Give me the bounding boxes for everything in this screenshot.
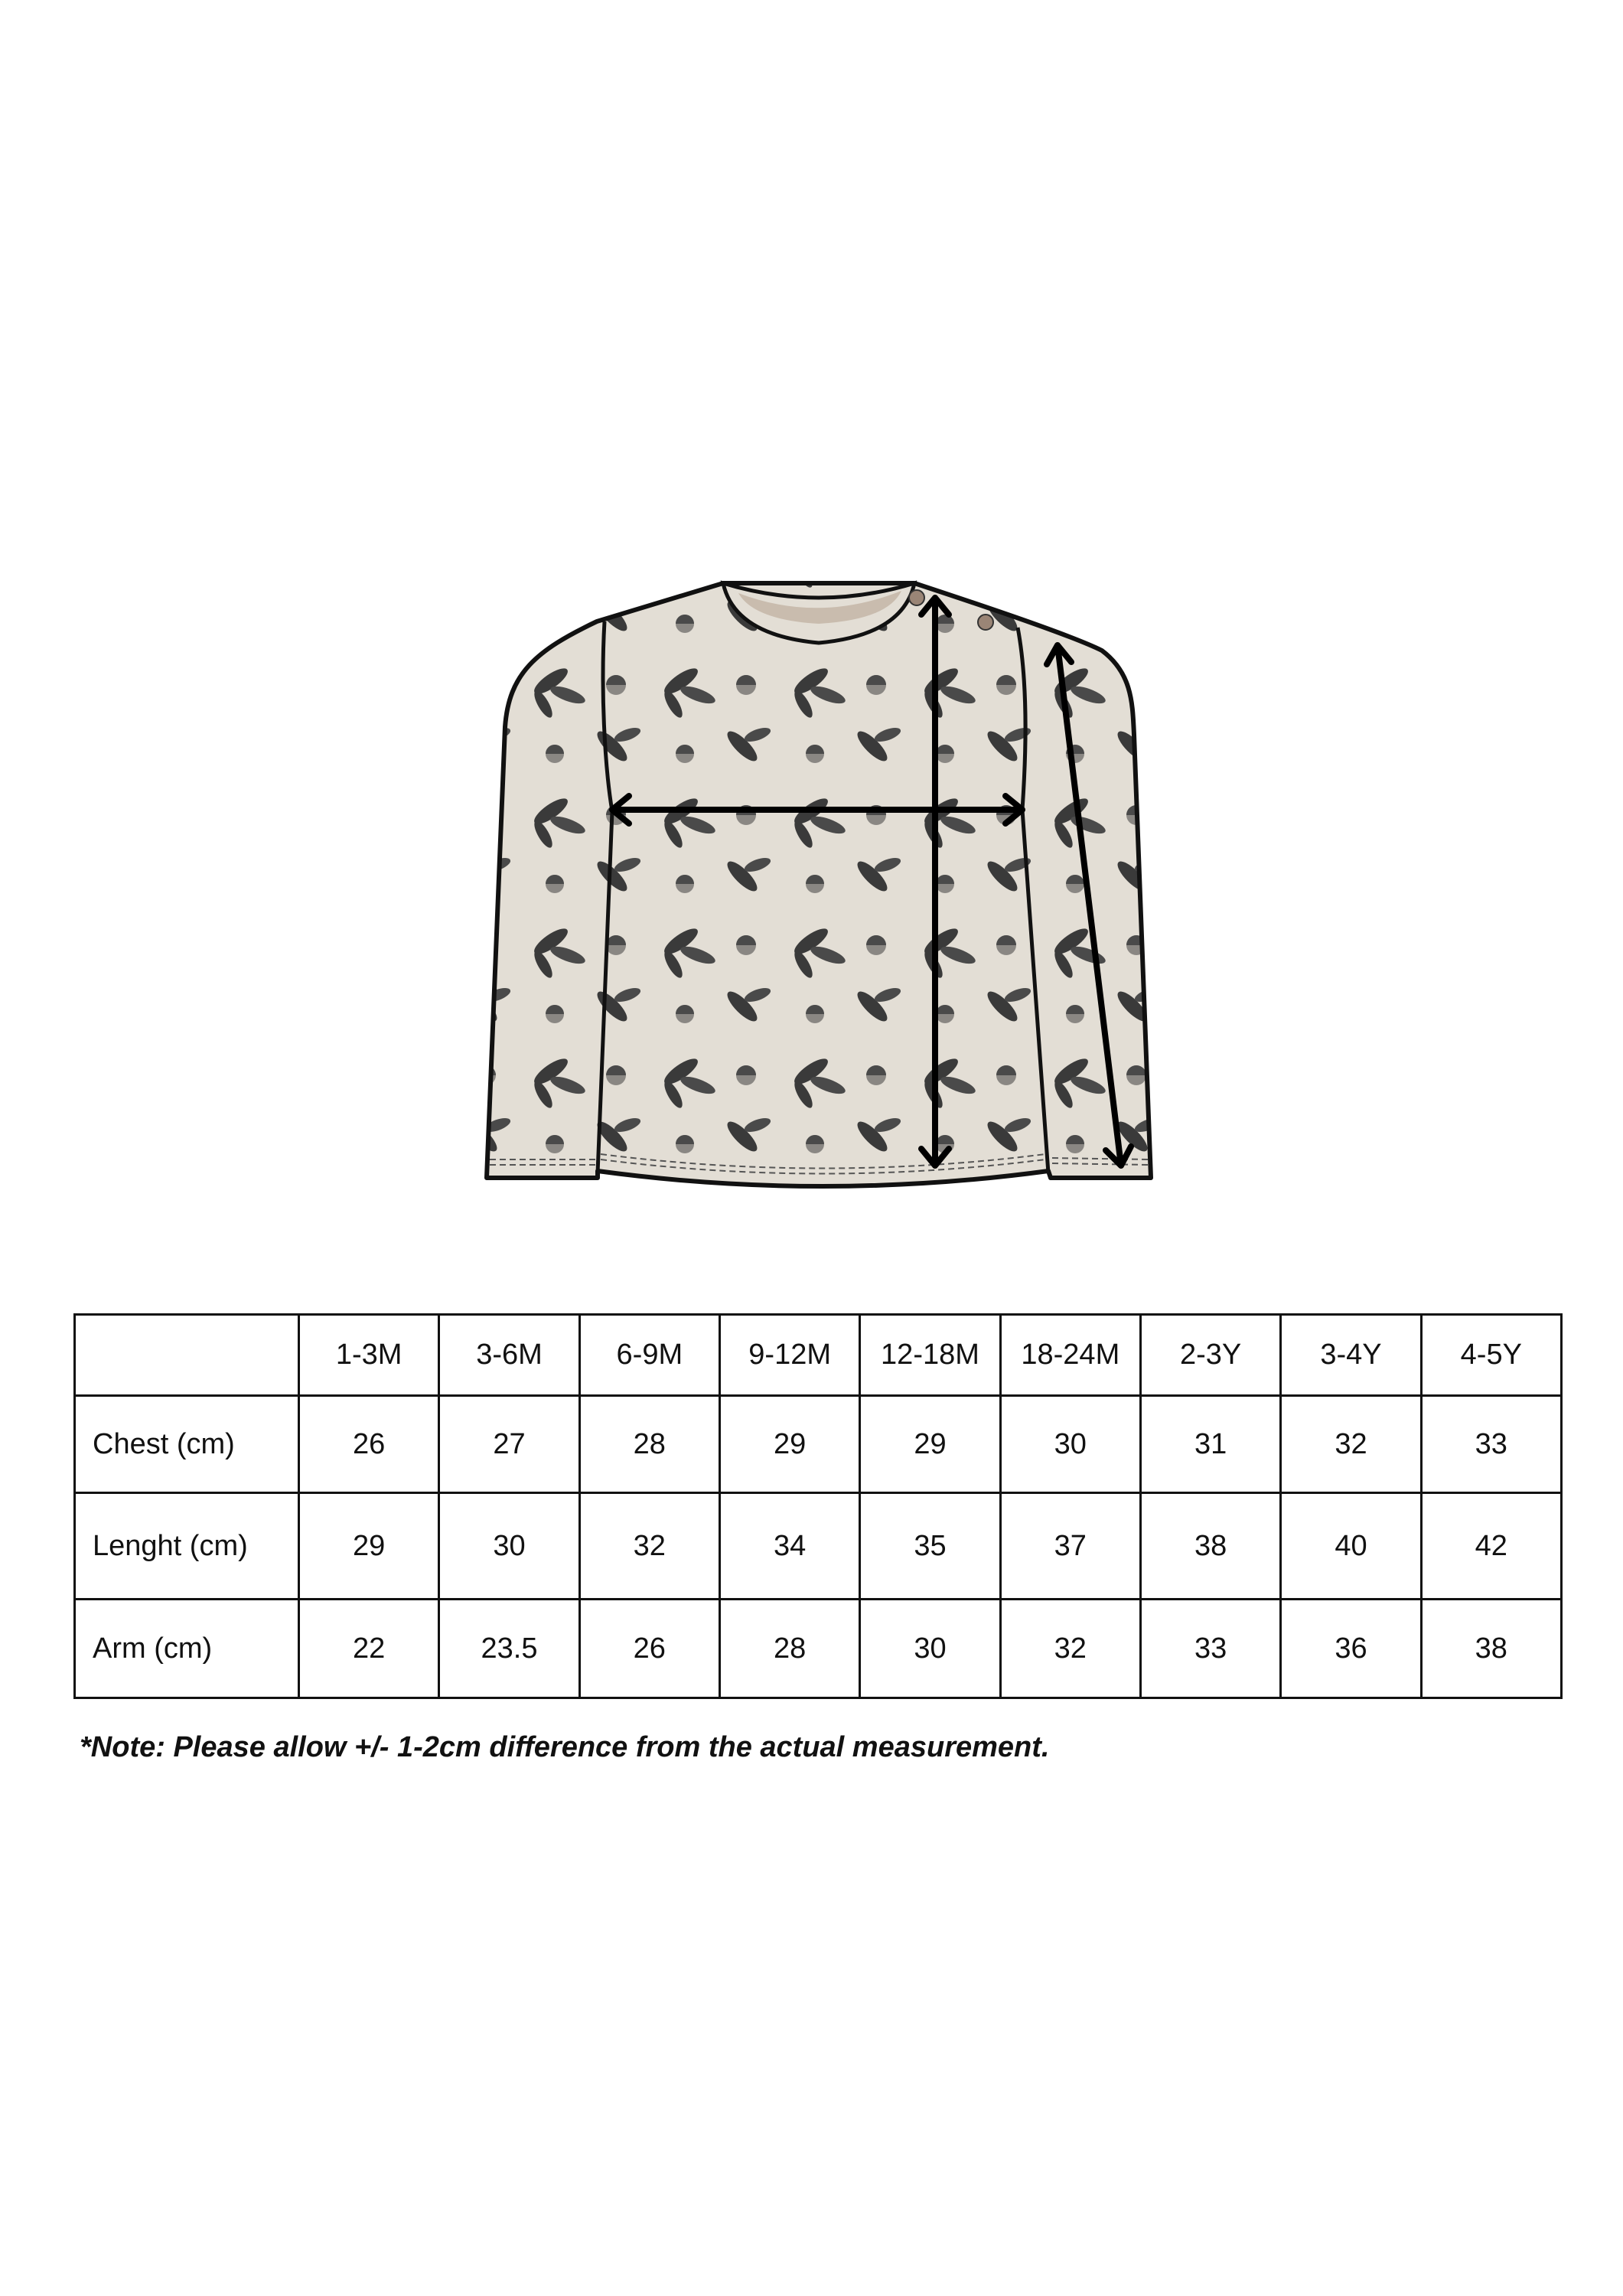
size-chart-table [73, 1313, 1563, 1699]
table-cell: 34 [719, 1493, 859, 1600]
table-header-row [75, 1315, 1562, 1396]
table-cell: 31 [1140, 1396, 1280, 1493]
table-cell: 26 [299, 1396, 439, 1493]
table-cell: 33 [1421, 1396, 1561, 1493]
table-cell: 27 [439, 1396, 579, 1493]
button-icon [978, 615, 993, 630]
table-cell: 29 [299, 1493, 439, 1600]
header-cell: 2-3Y [1140, 1315, 1280, 1396]
header-cell: 1-3M [299, 1315, 439, 1396]
table-cell: 30 [860, 1600, 1000, 1698]
table-cell: 32 [1281, 1396, 1421, 1493]
header-cell [75, 1315, 299, 1396]
row-label: Lenght (cm) [75, 1493, 299, 1600]
table-cell: 22 [299, 1600, 439, 1698]
table-cell: 29 [860, 1396, 1000, 1493]
table-cell: 40 [1281, 1493, 1421, 1600]
table-row-chest [75, 1396, 1562, 1493]
header-cell: 3-6M [439, 1315, 579, 1396]
header-cell: 3-4Y [1281, 1315, 1421, 1396]
header-cell: 4-5Y [1421, 1315, 1561, 1396]
table-cell: 33 [1140, 1600, 1280, 1698]
table-cell: 37 [1000, 1493, 1140, 1600]
table-cell: 36 [1281, 1600, 1421, 1698]
table-cell: 28 [579, 1396, 719, 1493]
table-cell: 30 [439, 1493, 579, 1600]
table-cell: 42 [1421, 1493, 1561, 1600]
table-cell: 29 [719, 1396, 859, 1493]
table-cell: 32 [1000, 1600, 1140, 1698]
table-cell: 28 [719, 1600, 859, 1698]
header-cell: 9-12M [719, 1315, 859, 1396]
header-cell: 12-18M [860, 1315, 1000, 1396]
measurement-note: *Note: Please allow +/- 1-2cm difference from the actual measurement. [80, 1731, 1050, 1763]
table-cell: 26 [579, 1600, 719, 1698]
table-row-length [75, 1493, 1562, 1600]
sweater-body [487, 583, 1151, 1186]
table-cell: 32 [579, 1493, 719, 1600]
table-cell: 38 [1140, 1493, 1280, 1600]
table-cell: 23.5 [439, 1600, 579, 1698]
header-cell: 6-9M [579, 1315, 719, 1396]
row-label: Chest (cm) [75, 1396, 299, 1493]
header-cell: 18-24M [1000, 1315, 1140, 1396]
table-row-arm [75, 1600, 1562, 1698]
table-cell: 30 [1000, 1396, 1140, 1493]
row-label: Arm (cm) [75, 1600, 299, 1698]
table-cell: 35 [860, 1493, 1000, 1600]
table-cell: 38 [1421, 1600, 1561, 1698]
button-icon [909, 590, 924, 605]
